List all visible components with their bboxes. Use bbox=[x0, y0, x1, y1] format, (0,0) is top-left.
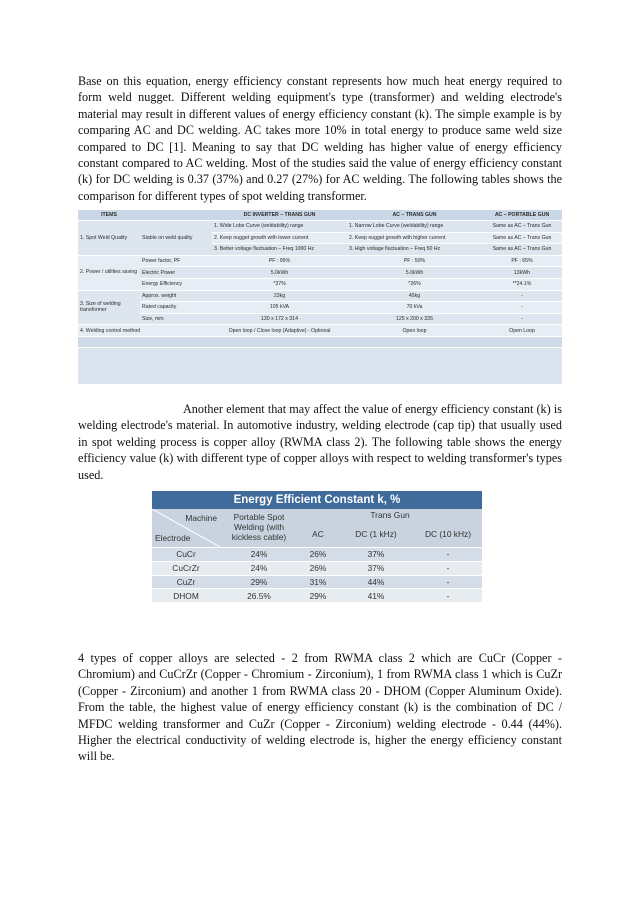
cell-acp: Open Loop bbox=[482, 325, 562, 337]
cell-sub: Electric Power bbox=[140, 267, 212, 279]
table-row bbox=[78, 290, 562, 302]
table-header-row bbox=[78, 210, 562, 221]
cell-ac: 5.0kWh bbox=[347, 267, 482, 279]
cell-ac: 26% bbox=[298, 548, 338, 562]
table-row bbox=[152, 561, 482, 575]
paragraph-intro: Base on this equation, energy efficiency constant represents how much heat energy required to form weld nugget. Different welding equipment's type (transformer) and welding electrode's material may result in different values of energy efficiency constant (k). The simple example is by comparing AC and DC welding. AC takes more 10% in total energy to produce same weld size compared to DC [1]. Meaning to say that DC welding has higher value of energy efficiency constant compared to AC welding. Most of the studies said the value of energy efficiency constant (k) for DC welding is 0.37 (37%) and 0.27 (27%) for AC welding. The following tables shows the comparison for different types of spot welding transformer. bbox=[78, 74, 562, 203]
cell-dc10: - bbox=[414, 548, 482, 562]
cell-ac: 3. High voltage fluctuation – Freq 50 Hz bbox=[347, 244, 482, 256]
cell-acp: **24.1% bbox=[482, 278, 562, 290]
cell-acp: - bbox=[482, 313, 562, 325]
cell-acp: 13kWh bbox=[482, 267, 562, 279]
cell-acp: Same as AC – Trans Gun bbox=[482, 232, 562, 244]
table-row bbox=[78, 267, 562, 279]
header-ac-trans: AC – TRANS GUN bbox=[347, 210, 482, 221]
header-ac-portable: AC – PORTABLE GUN bbox=[482, 210, 562, 221]
cell-electrode: CuCrZr bbox=[152, 561, 220, 575]
header-dc-inverter: DC INVERTER – TRANS GUN bbox=[212, 210, 347, 221]
portable-spot-header bbox=[220, 509, 298, 548]
cell-dc10: - bbox=[414, 575, 482, 589]
cell-electrode: DHOM bbox=[152, 589, 220, 603]
cell-portable: 29% bbox=[220, 575, 298, 589]
cell-dc1: 44% bbox=[338, 575, 414, 589]
electrode-label: Electrode bbox=[155, 533, 191, 543]
table-row bbox=[78, 278, 562, 290]
cell-sub: Size, mm bbox=[140, 313, 212, 325]
cell-ac: 31% bbox=[298, 575, 338, 589]
paragraph-electrode bbox=[78, 401, 562, 483]
trans-gun-header bbox=[298, 509, 482, 548]
cell-acp: Same as AC – Trans Gun bbox=[482, 221, 562, 233]
table-row bbox=[152, 589, 482, 603]
cell-sub: Rated capacity bbox=[140, 302, 212, 314]
cell-ac: 1. Narrow Lobe Curve (weldability) range bbox=[347, 221, 482, 233]
table-footer-row bbox=[78, 336, 562, 347]
cell-dc: 1. Wide Lobe Curve (weldability) range bbox=[212, 221, 347, 233]
col-ac: AC bbox=[312, 529, 324, 539]
cell-ac: 2. Keep nugget growth with higher current bbox=[347, 232, 482, 244]
cell-dc: 105 kVA bbox=[212, 302, 347, 314]
cell-electrode: CuCr bbox=[152, 548, 220, 562]
cell-dc: Open loop / Close loop (Adaptive) - Optional bbox=[212, 325, 347, 337]
cell-sub: Power factor, PF bbox=[140, 255, 212, 267]
cell-portable: 26.5% bbox=[220, 589, 298, 603]
cell-sub: Stable on weld quality bbox=[140, 221, 212, 256]
portable-spot-sub: Welding (with kickless cable) bbox=[231, 522, 287, 542]
cell-electrode: CuZr bbox=[152, 575, 220, 589]
cell-dc1: 41% bbox=[338, 589, 414, 603]
table-header-row bbox=[152, 509, 482, 548]
cell-dc: 23kg bbox=[212, 290, 347, 302]
trans-gun-label: Trans Gun bbox=[370, 510, 410, 520]
group-power-saving: 2. Power / utilities saving bbox=[78, 255, 140, 290]
cell-dc10: - bbox=[414, 561, 482, 575]
table-row bbox=[78, 221, 562, 233]
cell-acp: - bbox=[482, 290, 562, 302]
cell-ac: Open loop bbox=[347, 325, 482, 337]
table-row bbox=[78, 302, 562, 314]
cell-acp: PF : 65% bbox=[482, 255, 562, 267]
table-title: Energy Efficient Constant k, % bbox=[152, 491, 482, 509]
cell-portable: 24% bbox=[220, 561, 298, 575]
cell-dc: PF : 95% bbox=[212, 255, 347, 267]
cell-portable: 24% bbox=[220, 548, 298, 562]
cell-ac: *26% bbox=[347, 278, 482, 290]
cell-dc: *37% bbox=[212, 278, 347, 290]
cell-ac: 70 kVa bbox=[347, 302, 482, 314]
cell-dc10: - bbox=[414, 589, 482, 603]
cell-dc1: 37% bbox=[338, 561, 414, 575]
cell-sub: Approx. weight bbox=[140, 290, 212, 302]
group-weld-quality: 1. Spot Weld Quality bbox=[78, 221, 140, 256]
cell-ac: 29% bbox=[298, 589, 338, 603]
cell-dc: 3. Better voltage fluctuation – Freq 1000 Hz bbox=[212, 244, 347, 256]
table-row bbox=[152, 575, 482, 589]
header-blank bbox=[140, 210, 212, 221]
trans-gun-subheaders bbox=[298, 521, 482, 547]
group-transformer-size: 3. Size of welding transformer bbox=[78, 290, 140, 325]
cell-dc1: 37% bbox=[338, 548, 414, 562]
table-row bbox=[152, 548, 482, 562]
cell-ac: PF : 50% bbox=[347, 255, 482, 267]
col-dc-10khz: DC (10 kHz) bbox=[424, 529, 472, 539]
cell-ac: 26% bbox=[298, 561, 338, 575]
table-row bbox=[78, 255, 562, 267]
group-control-method: 4. Welding control method bbox=[78, 325, 212, 337]
cell-sub: Energy Efficiency bbox=[140, 278, 212, 290]
cell-dc: 5.0kWh bbox=[212, 267, 347, 279]
machine-label: Machine bbox=[185, 513, 217, 523]
cell-ac: 125 x 200 x 335 bbox=[347, 313, 482, 325]
header-items: ITEMS bbox=[78, 210, 140, 221]
paragraph-electrode-text: Another element that may affect the value of energy efficiency constant (k) is welding electrode's material. In automotive industry, welding electrode (cap tip) that usually used in spot welding process is copper alloy (RWMA class 2). The following table shows the energy efficiency value (k) with different type of copper alloys with respect to welding transformer's types used. bbox=[78, 402, 562, 482]
table-row bbox=[78, 313, 562, 325]
cell-acp: Same as AC – Trans Gun bbox=[482, 244, 562, 256]
machine-electrode-header bbox=[152, 509, 220, 548]
portable-spot-label: Portable Spot bbox=[233, 512, 285, 522]
transformer-comparison-table bbox=[78, 210, 562, 384]
cell-dc: 130 x 172 x 314 bbox=[212, 313, 347, 325]
cell-ac: 45kg bbox=[347, 290, 482, 302]
paragraph-conclusion: 4 types of copper alloys are selected - 2 from RWMA class 2 which are CuCr (Copper - Chromium) and CuCrZr (Copper - Chromium - Zirconium), 1 from RWMA class 1 which is CuZr (Copper - Zirconium) and another 1 from RWMA class 20 - DHOM (Copper Aluminum Oxide). From the table, the highest value of energy efficiency constant (k) is the combination of DC / MFDC welding transformer and CuZr (Copper - Zirconium) welding electrode - 0.44 (44%). Higher the electrical conductivity of welding electrode is, higher the energy efficiency constant will be. bbox=[78, 651, 562, 764]
col-dc-1khz: DC (1 kHz) bbox=[355, 529, 397, 539]
cell-acp: - bbox=[482, 302, 562, 314]
table-row bbox=[78, 325, 562, 337]
cell-dc: 2. Keep nugget growth with lower current bbox=[212, 232, 347, 244]
energy-constant-table bbox=[152, 491, 482, 605]
